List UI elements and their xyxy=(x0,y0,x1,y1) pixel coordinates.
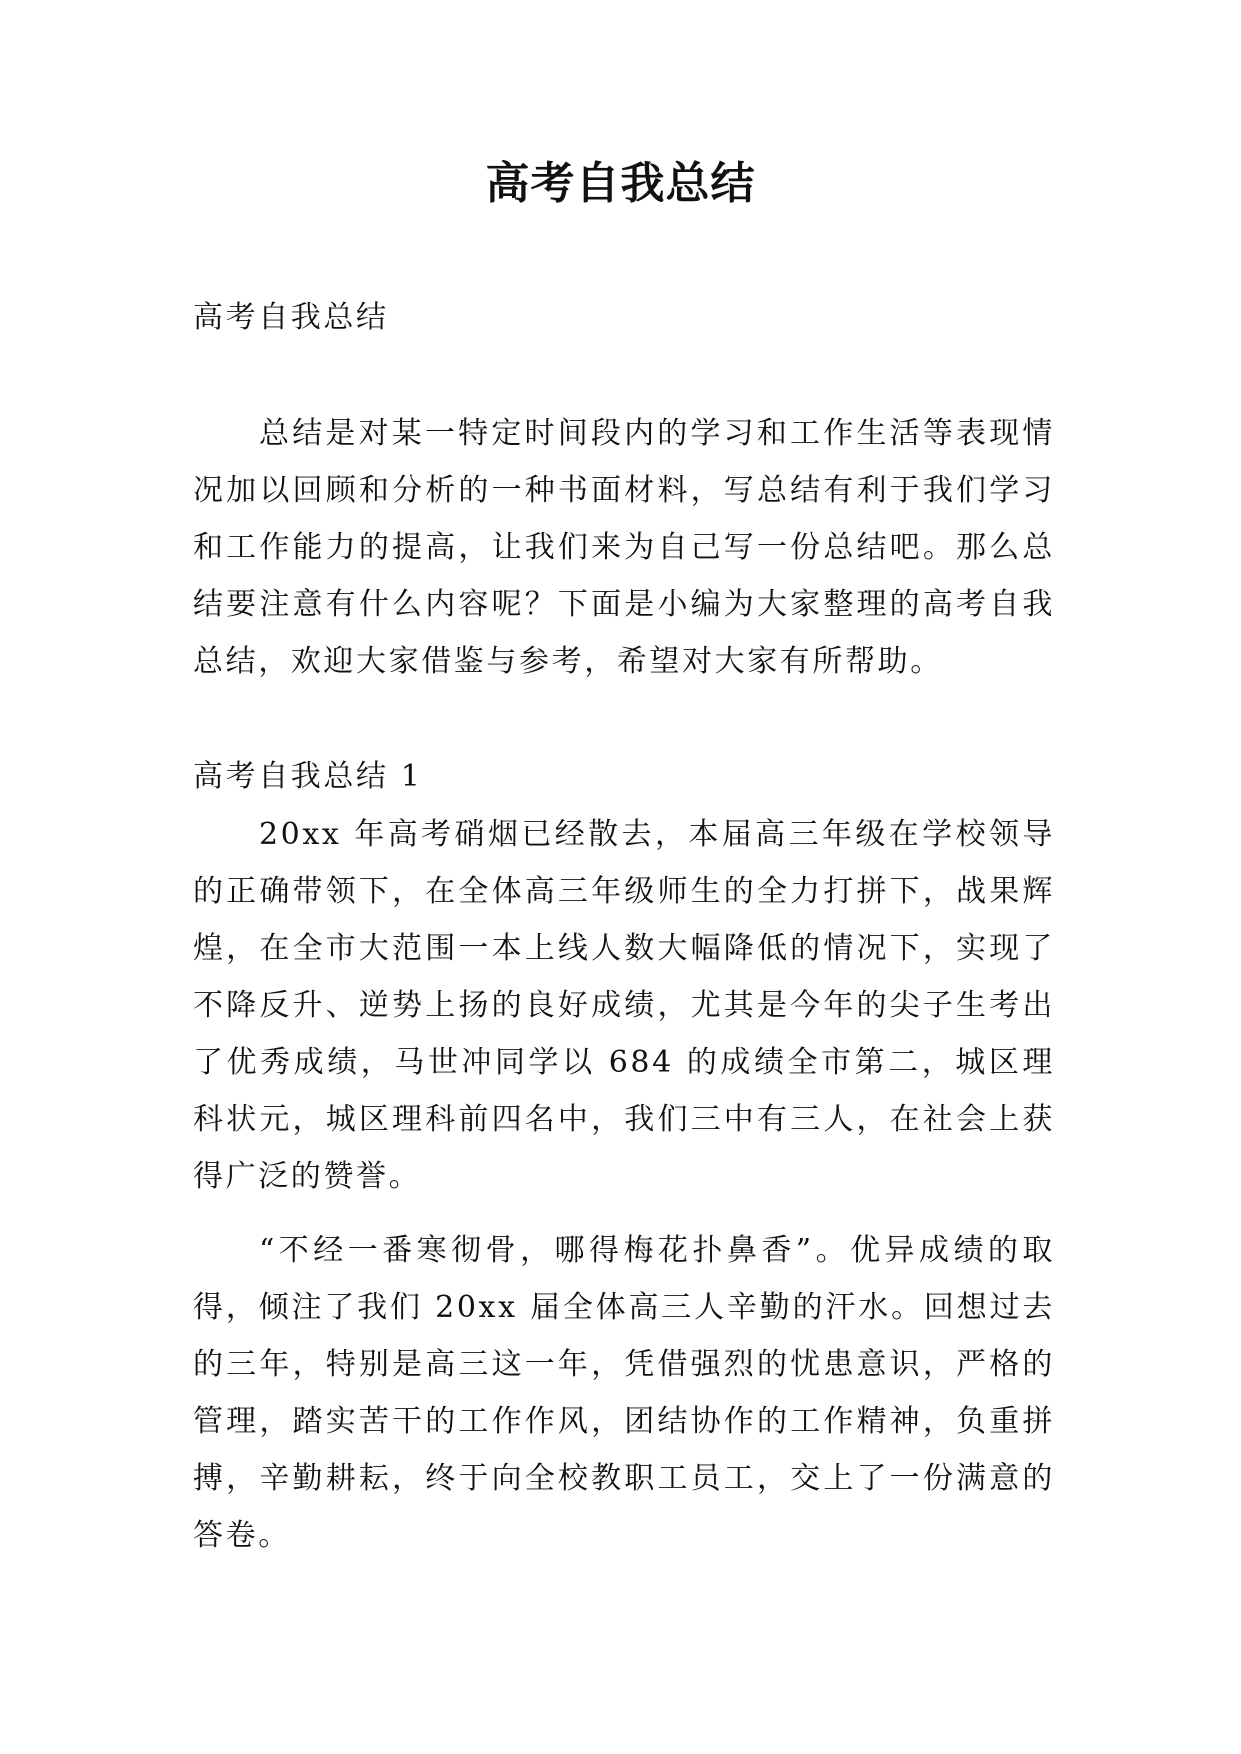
section-paragraph: “不经一番寒彻骨，哪得梅花扑鼻香”。优异成绩的取得，倾注了我们 20xx 届全体高三人辛勤的汗水。回想过去的三年，特别是高三这一年，凭借强烈的忧患意识，严格的管理，踏实苦干的工作作风，团结协作的工作精神，负重拼搏，辛勤耕耘，终于向全校教职工员工，交上了一份满意的答卷。 xyxy=(193,1233,1055,1553)
intro-paragraph: 总结是对某一特定时间段内的学习和工作生活等表现情况加以回顾和分析的一种书面材料，写总结有利于我们学习和工作能力的提高，让我们来为自己写一份总结吧。那么总结要注意有什么内容呢？下面是小编为大家整理的高考自我总结，欢迎大家借鉴与参考，希望对大家有所帮助。 xyxy=(193,416,1055,679)
document-subtitle: 高考自我总结 xyxy=(193,300,389,335)
document-title: 高考自我总结 xyxy=(485,158,756,209)
section-paragraph: 20xx 年高考硝烟已经散去，本届高三年级在学校领导的正确带领下，在全体高三年级师生的全力打拼下，战果辉煌，在全市大范围一本上线人数大幅降低的情况下，实现了不降反升、逆势上扬的良好成绩，尤其是今年的尖子生考出了优秀成绩，马世冲同学以 684 的成绩全市第二，城区理科状元，城区理科前四名中，我们三中有三人，在社会上获得广泛的赞誉。 xyxy=(193,817,1055,1194)
section-heading: 高考自我总结 1 xyxy=(193,759,423,794)
